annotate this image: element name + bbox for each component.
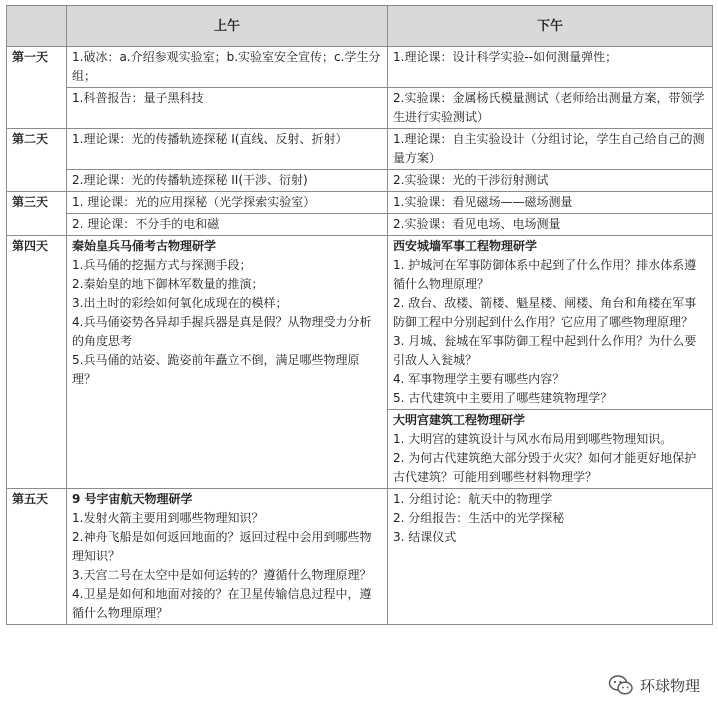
- cell-text: 2.实验课：金属杨氏模量测试（老师给出测量方案，带领学生进行实验测试）: [393, 91, 705, 124]
- cell-text: 1.科普报告：量子黑科技: [72, 91, 204, 105]
- cell-text: 1.破冰：a.介绍参观实验室；b.实验室安全宣传；c.学生分组；: [72, 50, 381, 83]
- list-item: 4. 军事物理学主要有哪些内容？: [393, 372, 565, 386]
- cell-text: 2.实验课：看见电场、电场测量: [393, 217, 561, 231]
- pm-cell: [388, 88, 713, 129]
- list-item: 1.发射火箭主要用到哪些物理知识？: [72, 511, 264, 525]
- section-title: 西安城墙军事工程物理研学: [393, 239, 538, 253]
- table-row: [7, 170, 713, 192]
- am-cell: [67, 170, 388, 192]
- table-row: [7, 88, 713, 129]
- section-title: 秦始皇兵马俑考古物理研学: [72, 239, 217, 253]
- cell-text: 1. 理论课：光的应用探秘（光学探索实验室）: [72, 195, 316, 209]
- am-cell: [67, 88, 388, 129]
- cell-text: 1.理论课：光的传播轨迹探秘 I(直线、反射、折射）: [72, 132, 348, 146]
- pm-cell: [388, 236, 713, 410]
- pm-cell: [388, 47, 713, 88]
- list-item: 2. 分组报告：生活中的光学探秘: [393, 511, 565, 525]
- header-corner: [7, 6, 67, 47]
- schedule-table: [6, 5, 713, 625]
- list-item: 3.出土时的彩绘如何氧化成现在的模样；: [72, 296, 288, 310]
- table-row: [7, 192, 713, 214]
- header-am: 上午: [67, 6, 388, 47]
- pm-cell: [388, 489, 713, 625]
- list-item: 3.天宫二号在太空中是如何运转的？遵循什么物理原理？: [72, 568, 372, 582]
- list-item: 3. 月城、瓮城在军事防御工程中起到什么作用？为什么要引敌人入瓮城？: [393, 334, 697, 367]
- pm-cell: [388, 214, 713, 236]
- pm-cell: [388, 129, 713, 170]
- am-cell: [67, 192, 388, 214]
- section-title: 大明宫建筑工程物理研学: [393, 413, 526, 427]
- header-row: [7, 6, 713, 47]
- list-item: 3. 结课仪式: [393, 530, 457, 544]
- table-row: [7, 129, 713, 170]
- table-row: [7, 47, 713, 88]
- list-item: 4.卫星是如何和地面对接的？在卫星传输信息过程中，遵循什么物理原理？: [72, 587, 372, 620]
- table-row: [7, 236, 713, 410]
- list-item: 2. 为何古代建筑绝大部分毁于火灾？如何才能更好地保护古代建筑？可能用到哪些材料物理学？: [393, 451, 697, 484]
- am-cell: [67, 236, 388, 489]
- watermark: [608, 674, 700, 696]
- day-label: 第五天: [7, 489, 67, 625]
- cell-text: 1.实验课：看见磁场——磁场测量: [393, 195, 573, 209]
- header-pm: 下午: [388, 6, 713, 47]
- section-title: 9 号宇宙航天物理研学: [72, 492, 193, 506]
- table-row: [7, 489, 713, 625]
- pm-cell: [388, 410, 713, 489]
- cell-text: 2.实验课：光的干涉衍射测试: [393, 173, 549, 187]
- pm-cell: [388, 170, 713, 192]
- wechat-icon: [608, 674, 634, 696]
- list-item: 1.兵马俑的挖掘方式与探测手段；: [72, 258, 252, 272]
- cell-text: 1.理论课：自主实验设计（分组讨论，学生自己给自己的测量方案）: [393, 132, 705, 165]
- list-item: 1. 护城河在军事防御体系中起到了什么作用？排水体系遵循什么物理原理？: [393, 258, 697, 291]
- day-label: 第四天: [7, 236, 67, 489]
- list-item: 2. 敌台、敌楼、箭楼、魁星楼、闸楼、角台和角楼在军事防御工程中分别起到什么作用？它应用了哪些物理原理？: [393, 296, 697, 329]
- am-cell: [67, 489, 388, 625]
- list-item: 2.神舟飞船是如何返回地面的？返回过程中会用到哪些物理知识？: [72, 530, 372, 563]
- watermark-text: 环球物理: [639, 676, 700, 695]
- list-item: 1. 分组讨论：航天中的物理学: [393, 492, 553, 506]
- am-cell: [67, 129, 388, 170]
- day-label: 第一天: [7, 47, 67, 129]
- am-cell: [67, 214, 388, 236]
- list-item: 5.兵马俑的站姿、跪姿前年矗立不倒，满足哪些物理原理？: [72, 353, 360, 386]
- am-cell: [67, 47, 388, 88]
- cell-text: 1.理论课：设计科学实验--如何测量弹性；: [393, 50, 618, 64]
- day-label: 第二天: [7, 129, 67, 192]
- list-item: 2.秦始皇的地下御林军数量的推演；: [72, 277, 264, 291]
- list-item: 1. 大明宫的建筑设计与风水布局用到哪些物理知识。: [393, 432, 673, 446]
- list-item: 5. 古代建筑中主要用了哪些建筑物理学？: [393, 391, 613, 405]
- list-item: 4.兵马俑姿势各异却手握兵器是真是假？从物理受力分析的角度思考: [72, 315, 372, 348]
- cell-text: 2. 理论课：不分手的电和磁: [72, 217, 220, 231]
- cell-text: 2.理论课：光的传播轨迹探秘 II(干涉、衍射): [72, 173, 308, 187]
- pm-cell: [388, 192, 713, 214]
- table-row: [7, 214, 713, 236]
- day-label: 第三天: [7, 192, 67, 236]
